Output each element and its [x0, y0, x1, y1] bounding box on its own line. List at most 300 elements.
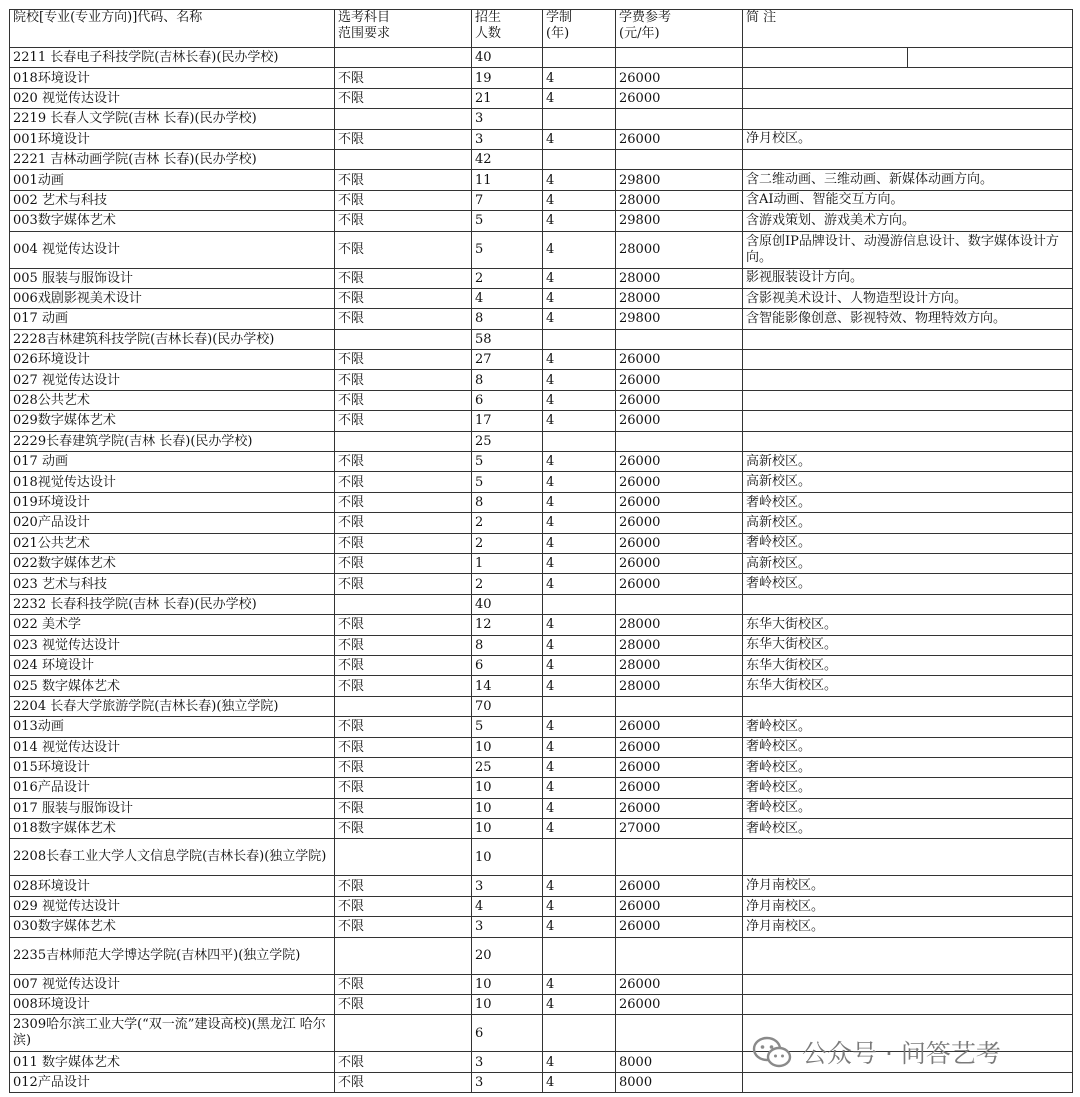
major-name-cell: 018数字媒体艺术 — [10, 819, 335, 839]
duration-cell: 4 — [543, 778, 616, 798]
header-enrollment: 招生 人数 — [472, 10, 543, 48]
major-row — [10, 574, 1073, 594]
major-name-cell: 017 服装与服饰设计 — [10, 798, 335, 818]
major-row — [10, 472, 1073, 492]
enrollment-cell: 70 — [472, 696, 543, 716]
duration-cell: 4 — [543, 757, 616, 777]
major-name-cell: 028公共艺术 — [10, 390, 335, 410]
tuition-cell: 28000 — [616, 655, 743, 675]
duration-cell: 4 — [543, 231, 616, 268]
subject-requirement-cell: 不限 — [335, 896, 472, 916]
subject-requirement-cell: 不限 — [335, 974, 472, 994]
major-row — [10, 676, 1073, 696]
note-cell: 奢岭校区。 — [743, 717, 1073, 737]
duration-cell — [543, 1015, 616, 1052]
duration-cell — [543, 149, 616, 169]
school-row — [10, 329, 1073, 349]
subject-requirement-cell: 不限 — [335, 737, 472, 757]
tuition-cell: 26000 — [616, 757, 743, 777]
major-name-cell: 016产品设计 — [10, 778, 335, 798]
enrollment-cell: 27 — [472, 350, 543, 370]
school-row — [10, 839, 1073, 876]
enrollment-cell: 2 — [472, 268, 543, 288]
duration-cell: 4 — [543, 492, 616, 512]
enrollment-cell: 5 — [472, 231, 543, 268]
major-name-cell: 020 视觉传达设计 — [10, 88, 335, 108]
duration-cell: 4 — [543, 170, 616, 190]
header-duration: 学制 (年) — [543, 10, 616, 48]
enrollment-cell: 8 — [472, 635, 543, 655]
tuition-cell: 26000 — [616, 390, 743, 410]
note-cell — [743, 68, 1073, 88]
duration-cell — [543, 937, 616, 974]
tuition-cell: 26000 — [616, 492, 743, 512]
major-row — [10, 231, 1073, 268]
subject-requirement-cell — [335, 109, 472, 129]
school-name-cell: 2229长春建筑学院(吉林 长春)(民办学校) — [10, 431, 335, 451]
duration-cell: 4 — [543, 995, 616, 1015]
note-cell: 奢岭校区。 — [743, 798, 1073, 818]
duration-cell: 4 — [543, 819, 616, 839]
duration-cell: 4 — [543, 917, 616, 937]
tuition-cell: 28000 — [616, 231, 743, 268]
subject-requirement-cell — [335, 937, 472, 974]
subject-requirement-cell: 不限 — [335, 655, 472, 675]
note-cell: 东华大街校区。 — [743, 615, 1073, 635]
duration-cell — [543, 594, 616, 614]
tuition-cell: 29800 — [616, 211, 743, 231]
enrollment-cell: 1 — [472, 553, 543, 573]
duration-cell — [543, 839, 616, 876]
tuition-cell: 26000 — [616, 974, 743, 994]
major-name-cell: 017 动画 — [10, 452, 335, 472]
note-cell — [743, 995, 1073, 1015]
tuition-cell: 26000 — [616, 129, 743, 149]
duration-cell: 4 — [543, 1052, 616, 1072]
tuition-cell: 26000 — [616, 533, 743, 553]
tuition-cell: 26000 — [616, 472, 743, 492]
major-name-cell: 026环境设计 — [10, 350, 335, 370]
tuition-cell: 29800 — [616, 170, 743, 190]
duration-cell — [543, 696, 616, 716]
note-cell: 含智能影像创意、影视特效、物理特效方向。 — [743, 309, 1073, 329]
major-name-cell: 001环境设计 — [10, 129, 335, 149]
note-cell: 净月南校区。 — [743, 876, 1073, 896]
note-cell: 高新校区。 — [743, 513, 1073, 533]
enrollment-cell: 10 — [472, 778, 543, 798]
tuition-cell: 26000 — [616, 995, 743, 1015]
note-cell: 高新校区。 — [743, 553, 1073, 573]
school-name-cell: 2204 长春大学旅游学院(吉林长春)(独立学院) — [10, 696, 335, 716]
subject-requirement-cell: 不限 — [335, 370, 472, 390]
note-cell: 高新校区。 — [743, 472, 1073, 492]
tuition-cell: 28000 — [616, 635, 743, 655]
tuition-cell — [616, 696, 743, 716]
enrollment-cell: 42 — [472, 149, 543, 169]
tuition-cell — [616, 1015, 743, 1052]
note-cell: 奢岭校区。 — [743, 778, 1073, 798]
enrollment-cell: 58 — [472, 329, 543, 349]
subject-requirement-cell: 不限 — [335, 676, 472, 696]
tuition-cell — [616, 329, 743, 349]
subject-requirement-cell: 不限 — [335, 717, 472, 737]
major-row — [10, 411, 1073, 431]
school-row — [10, 937, 1073, 974]
enrollment-cell: 20 — [472, 937, 543, 974]
major-name-cell: 027 视觉传达设计 — [10, 370, 335, 390]
note-cell — [743, 390, 1073, 410]
subject-requirement-cell: 不限 — [335, 170, 472, 190]
duration-cell: 4 — [543, 717, 616, 737]
subject-requirement-cell — [335, 594, 472, 614]
major-name-cell: 019环境设计 — [10, 492, 335, 512]
subject-requirement-cell — [335, 431, 472, 451]
subject-requirement-cell — [335, 696, 472, 716]
major-row — [10, 533, 1073, 553]
enrollment-cell: 3 — [472, 876, 543, 896]
major-row — [10, 819, 1073, 839]
school-name-cell: 2232 长春科技学院(吉林 长春)(民办学校) — [10, 594, 335, 614]
school-row — [10, 149, 1073, 169]
enrollment-cell: 5 — [472, 472, 543, 492]
note-cell: 净月南校区。 — [743, 917, 1073, 937]
subject-requirement-cell: 不限 — [335, 268, 472, 288]
enrollment-cell: 25 — [472, 431, 543, 451]
note-cell: 含影视美术设计、人物造型设计方向。 — [743, 288, 1073, 308]
note-cell — [743, 109, 1073, 129]
major-name-cell: 030数字媒体艺术 — [10, 917, 335, 937]
subject-requirement-cell: 不限 — [335, 1052, 472, 1072]
major-row — [10, 190, 1073, 210]
duration-cell: 4 — [543, 390, 616, 410]
major-row — [10, 553, 1073, 573]
major-name-cell: 020产品设计 — [10, 513, 335, 533]
watermark-text: 公众号 · 问答艺考 — [802, 1039, 1001, 1068]
major-row — [10, 268, 1073, 288]
subject-requirement-cell: 不限 — [335, 1072, 472, 1092]
note-cell: 东华大街校区。 — [743, 635, 1073, 655]
school-row — [10, 696, 1073, 716]
major-row — [10, 68, 1073, 88]
duration-cell — [543, 109, 616, 129]
admissions-table — [9, 9, 1073, 1093]
note-cell: 含二维动画、三维动画、新媒体动画方向。 — [743, 170, 1073, 190]
enrollment-cell: 40 — [472, 594, 543, 614]
tuition-cell: 26000 — [616, 370, 743, 390]
tuition-cell: 26000 — [616, 917, 743, 937]
major-name-cell: 029 视觉传达设计 — [10, 896, 335, 916]
subject-requirement-cell: 不限 — [335, 129, 472, 149]
enrollment-cell: 3 — [472, 917, 543, 937]
duration-cell — [543, 329, 616, 349]
enrollment-cell: 6 — [472, 655, 543, 675]
enrollment-cell: 3 — [472, 1072, 543, 1092]
note-cell — [743, 1072, 1073, 1092]
enrollment-cell: 3 — [472, 129, 543, 149]
enrollment-cell: 5 — [472, 452, 543, 472]
subject-requirement-cell: 不限 — [335, 553, 472, 573]
header-tuition: 学费参考 (元/年) — [616, 10, 743, 48]
major-row — [10, 757, 1073, 777]
subject-requirement-cell: 不限 — [335, 798, 472, 818]
major-row — [10, 974, 1073, 994]
subject-requirement-cell — [335, 329, 472, 349]
subject-requirement-cell: 不限 — [335, 68, 472, 88]
major-name-cell: 012产品设计 — [10, 1072, 335, 1092]
major-row — [10, 896, 1073, 916]
duration-cell: 4 — [543, 798, 616, 818]
tuition-cell: 26000 — [616, 574, 743, 594]
enrollment-cell: 4 — [472, 896, 543, 916]
header-row — [10, 10, 1073, 48]
major-row — [10, 513, 1073, 533]
subject-requirement-cell — [335, 1015, 472, 1052]
tuition-cell: 8000 — [616, 1052, 743, 1072]
tuition-cell: 27000 — [616, 819, 743, 839]
note-cell — [743, 149, 1073, 169]
duration-cell: 4 — [543, 288, 616, 308]
major-row — [10, 370, 1073, 390]
tuition-cell: 26000 — [616, 737, 743, 757]
enrollment-cell: 6 — [472, 390, 543, 410]
subject-requirement-cell — [335, 48, 472, 68]
major-row — [10, 615, 1073, 635]
duration-cell — [543, 431, 616, 451]
enrollment-cell: 25 — [472, 757, 543, 777]
subject-requirement-cell: 不限 — [335, 819, 472, 839]
subject-requirement-cell: 不限 — [335, 995, 472, 1015]
tuition-cell: 26000 — [616, 876, 743, 896]
major-name-cell: 023 艺术与科技 — [10, 574, 335, 594]
school-name-cell: 2211 长春电子科技学院(吉林长春)(民办学校) — [10, 48, 335, 68]
tuition-cell: 26000 — [616, 88, 743, 108]
tuition-cell: 26000 — [616, 717, 743, 737]
duration-cell: 4 — [543, 452, 616, 472]
note-cell — [743, 974, 1073, 994]
subject-requirement-cell — [335, 839, 472, 876]
subject-requirement-cell: 不限 — [335, 350, 472, 370]
major-name-cell: 022数字媒体艺术 — [10, 553, 335, 573]
tuition-cell — [616, 839, 743, 876]
note-cell: 含AI动画、智能交互方向。 — [743, 190, 1073, 210]
duration-cell: 4 — [543, 88, 616, 108]
duration-cell: 4 — [543, 896, 616, 916]
major-row — [10, 492, 1073, 512]
major-name-cell: 014 视觉传达设计 — [10, 737, 335, 757]
duration-cell: 4 — [543, 553, 616, 573]
note-cell — [743, 48, 1073, 68]
tuition-cell: 28000 — [616, 268, 743, 288]
tuition-cell: 8000 — [616, 1072, 743, 1092]
school-name-cell: 2228吉林建筑科技学院(吉林长春)(民办学校) — [10, 329, 335, 349]
major-name-cell: 015环境设计 — [10, 757, 335, 777]
enrollment-cell: 2 — [472, 513, 543, 533]
header-school-major: 院校[专业(专业方向)]代码、名称 — [10, 10, 335, 48]
subject-requirement-cell: 不限 — [335, 533, 472, 553]
tuition-cell: 26000 — [616, 553, 743, 573]
major-name-cell: 018环境设计 — [10, 68, 335, 88]
enrollment-cell: 3 — [472, 109, 543, 129]
note-cell: 奢岭校区。 — [743, 757, 1073, 777]
tuition-cell: 29800 — [616, 309, 743, 329]
subject-requirement-cell: 不限 — [335, 190, 472, 210]
note-cell: 奢岭校区。 — [743, 492, 1073, 512]
major-name-cell: 001动画 — [10, 170, 335, 190]
subject-requirement-cell: 不限 — [335, 411, 472, 431]
major-row — [10, 88, 1073, 108]
note-cell — [743, 594, 1073, 614]
major-row — [10, 917, 1073, 937]
duration-cell: 4 — [543, 370, 616, 390]
enrollment-cell: 5 — [472, 211, 543, 231]
major-row — [10, 170, 1073, 190]
school-row — [10, 431, 1073, 451]
tuition-cell: 28000 — [616, 615, 743, 635]
subject-requirement-cell: 不限 — [335, 309, 472, 329]
tuition-cell — [616, 149, 743, 169]
enrollment-cell: 40 — [472, 48, 543, 68]
duration-cell: 4 — [543, 190, 616, 210]
tuition-cell: 26000 — [616, 68, 743, 88]
enrollment-cell: 11 — [472, 170, 543, 190]
subject-requirement-cell: 不限 — [335, 211, 472, 231]
note-cell — [743, 411, 1073, 431]
subject-requirement-cell: 不限 — [335, 88, 472, 108]
major-row — [10, 737, 1073, 757]
tuition-cell: 28000 — [616, 288, 743, 308]
major-row — [10, 635, 1073, 655]
tuition-cell: 26000 — [616, 411, 743, 431]
subject-requirement-cell: 不限 — [335, 757, 472, 777]
major-row — [10, 778, 1073, 798]
major-name-cell: 022 美术学 — [10, 615, 335, 635]
major-name-cell: 003数字媒体艺术 — [10, 211, 335, 231]
major-name-cell: 002 艺术与科技 — [10, 190, 335, 210]
tuition-cell — [616, 48, 743, 68]
note-cell — [743, 696, 1073, 716]
tuition-cell — [616, 937, 743, 974]
school-row — [10, 109, 1073, 129]
major-name-cell: 021公共艺术 — [10, 533, 335, 553]
enrollment-cell: 10 — [472, 974, 543, 994]
enrollment-cell: 8 — [472, 370, 543, 390]
wechat-logo-icon — [752, 1035, 792, 1069]
enrollment-cell: 12 — [472, 615, 543, 635]
major-name-cell: 005 服装与服饰设计 — [10, 268, 335, 288]
watermark — [752, 1030, 1001, 1074]
duration-cell: 4 — [543, 129, 616, 149]
subject-requirement-cell: 不限 — [335, 390, 472, 410]
subject-requirement-cell: 不限 — [335, 917, 472, 937]
tuition-cell: 26000 — [616, 452, 743, 472]
table-body — [10, 48, 1073, 1093]
note-cell: 影视服装设计方向。 — [743, 268, 1073, 288]
enrollment-cell: 10 — [472, 839, 543, 876]
subject-requirement-cell: 不限 — [335, 635, 472, 655]
major-name-cell: 008环境设计 — [10, 995, 335, 1015]
note-cell — [743, 937, 1073, 974]
duration-cell: 4 — [543, 350, 616, 370]
enrollment-cell: 8 — [472, 309, 543, 329]
tuition-cell: 28000 — [616, 190, 743, 210]
major-name-cell: 028环境设计 — [10, 876, 335, 896]
tuition-cell: 28000 — [616, 676, 743, 696]
duration-cell: 4 — [543, 411, 616, 431]
major-name-cell: 025 数字媒体艺术 — [10, 676, 335, 696]
major-row — [10, 655, 1073, 675]
tuition-cell: 26000 — [616, 798, 743, 818]
duration-cell: 4 — [543, 676, 616, 696]
subject-requirement-cell: 不限 — [335, 778, 472, 798]
duration-cell: 4 — [543, 68, 616, 88]
school-name-cell: 2219 长春人文学院(吉林 长春)(民办学校) — [10, 109, 335, 129]
duration-cell: 4 — [543, 533, 616, 553]
major-row — [10, 876, 1073, 896]
duration-cell: 4 — [543, 737, 616, 757]
note-cell: 奢岭校区。 — [743, 737, 1073, 757]
subject-requirement-cell: 不限 — [335, 472, 472, 492]
note-cell: 净月南校区。 — [743, 896, 1073, 916]
note-cell — [743, 839, 1073, 876]
major-name-cell: 006戏剧影视美术设计 — [10, 288, 335, 308]
duration-cell: 4 — [543, 268, 616, 288]
subject-requirement-cell: 不限 — [335, 288, 472, 308]
enrollment-cell: 2 — [472, 533, 543, 553]
school-name-cell: 2235吉林师范大学博达学院(吉林四平)(独立学院) — [10, 937, 335, 974]
major-row — [10, 717, 1073, 737]
enrollment-cell: 6 — [472, 1015, 543, 1052]
duration-cell: 4 — [543, 574, 616, 594]
enrollment-cell: 3 — [472, 1052, 543, 1072]
note-cell — [743, 350, 1073, 370]
major-row — [10, 1072, 1073, 1092]
note-cell — [743, 88, 1073, 108]
major-row — [10, 288, 1073, 308]
duration-cell: 4 — [543, 1072, 616, 1092]
subject-requirement-cell: 不限 — [335, 452, 472, 472]
enrollment-cell: 2 — [472, 574, 543, 594]
enrollment-cell: 7 — [472, 190, 543, 210]
enrollment-cell: 10 — [472, 995, 543, 1015]
subject-requirement-cell: 不限 — [335, 876, 472, 896]
note-cell — [743, 329, 1073, 349]
duration-cell: 4 — [543, 635, 616, 655]
tuition-cell: 26000 — [616, 778, 743, 798]
enrollment-cell: 10 — [472, 819, 543, 839]
school-row — [10, 48, 1073, 68]
school-name-cell: 2221 吉林动画学院(吉林 长春)(民办学校) — [10, 149, 335, 169]
note-cell: 奢岭校区。 — [743, 533, 1073, 553]
major-row — [10, 309, 1073, 329]
school-name-cell: 2309哈尔滨工业大学(“双一流”建设高校)(黑龙江 哈尔滨) — [10, 1015, 335, 1052]
tuition-cell: 26000 — [616, 350, 743, 370]
major-row — [10, 798, 1073, 818]
duration-cell: 4 — [543, 309, 616, 329]
duration-cell: 4 — [543, 472, 616, 492]
enrollment-cell: 5 — [472, 717, 543, 737]
major-name-cell: 011 数字媒体艺术 — [10, 1052, 335, 1072]
major-name-cell: 017 动画 — [10, 309, 335, 329]
note-cell: 高新校区。 — [743, 452, 1073, 472]
enrollment-cell: 14 — [472, 676, 543, 696]
note-cell: 含游戏策划、游戏美术方向。 — [743, 211, 1073, 231]
note-cell: 奢岭校区。 — [743, 574, 1073, 594]
duration-cell: 4 — [543, 655, 616, 675]
school-row — [10, 594, 1073, 614]
enrollment-cell: 21 — [472, 88, 543, 108]
major-name-cell: 007 视觉传达设计 — [10, 974, 335, 994]
school-name-cell: 2208长春工业大学人文信息学院(吉林长春)(独立学院) — [10, 839, 335, 876]
